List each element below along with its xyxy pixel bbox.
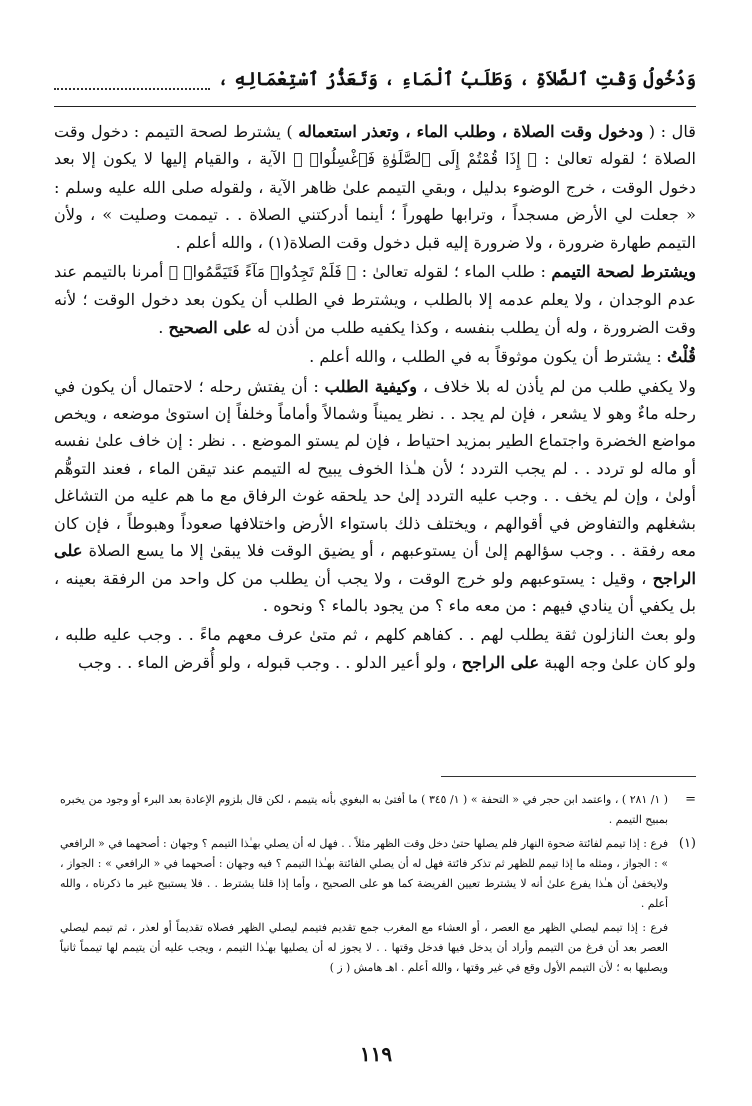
header-title: وَدُخُولُ وَقْتِ ٱلصَّلاَةِ ، وَطَلَبُ ٱلْمَاءِ ، وَتَعَذُّرُ ٱسْتِعْمَالِهِ ،: [217, 69, 696, 90]
text-run: : يشترط أن يكون موثوقاً به في الطلب ، والله أعلم .: [309, 347, 667, 367]
footnote-marker: =: [685, 792, 696, 807]
footnote: [60, 834, 696, 914]
quran-verse: ﴿ فَلَمْ تَجِدُوا۟ مَآءً فَتَيَمَّمُوا۟ ﴾: [168, 263, 357, 282]
text-run: ، ولو أعير الدلو . . وجب قبوله ، ولو أُقرض الماء . . وجب: [77, 652, 462, 672]
header-rule: [54, 106, 696, 107]
body-paragraph: [54, 118, 696, 256]
text-run: ولا يكفي طلب من لم يأذن له بلا خلاف ،: [417, 376, 696, 396]
footnote-text: ( ١/ ٢٨١ ) ، واعتمد ابن حجر في « التحفة » ( ١/ ٣٤٥ ) ما أفتىٰ به البغوي بأنه يتيمم ، لكن قال بلزوم الإعادة بعد البرء أو وجود من يخبره بمبيح التيمم .: [60, 793, 668, 826]
bold-text: قُلْتُ: [667, 347, 696, 367]
footnote-text: فرع : إذا تيمم ليصلي الظهر مع العصر ، أو العشاء مع المغرب جمع تقديم فتيمم ليصلي الظهر فصلاه تقديماً أو لعذر ، ثم تيمم ليصلي العصر بعد أن فرغ من التيمم وأراد أن يدخل فيها فدخل وقتها . . لا يجوز له أن يصليها بهـٰذا التيمم ، ويجب عليه أن يتيمم لها تيمماً ثانياً ويصليها به ؛ لأن التيمم الأول وقع في غير وقتها ، والله أعلم . اهـ هامش ( ز ): [60, 921, 668, 974]
bold-text: على الراجح: [54, 541, 696, 588]
bold-text: ويشترط لصحة التيمم: [551, 262, 697, 282]
text-run: ولو بعث النازلون ثقة يطلب لهم . . كفاهم كلهم ، ثم متىٰ عرف معهم ماءً . . وجب عليه طلبه ، ولو كان علىٰ وجه الهبة: [54, 625, 696, 672]
text-run: : أن يفتش رحله ؛ لاحتمال أن يكون في رحله ماءٌ وهو لا يشعر ، فإن لم يجد . . نظر يميناً وشمالاً وأماماً وخلفاً إن استوىٰ موضعه ، ويخص مواضع الخضرة واجتماع الطير بمزيد احتياط ، فإن لم يستو الموضع . . نظر : إن خاف علىٰ نفسه أو ماله لو تردد . . لم يجب التردد ؛ لأن هـٰذا الخوف يبيح له التيمم عند تيقن الماء ، فعند التوهُّم أولىٰ ، وإن لم يخف . . وجب عليه التردد إلىٰ حد يلحقه غوث الرفاق مع ما هم عليه من التشاغل بشغلهم والتفاوض في أقوالهم ، ويختلف ذلك باستواء الأرض واختلافها صعوداً وهبوطاً ، فإن كان معه رفقة . . وجب سؤالهم إلىٰ أن يستوعبهم ، أو يضيق الوقت فلا يبقىٰ إلا ما يسع الصلاة: [54, 376, 696, 561]
text-run: ) يشترط لصحة التيمم : دخول وقت الصلاة ؛ لقوله تعالىٰ :: [54, 122, 696, 169]
footnote-text: فرع : إذا تيمم لفائتة ضحوة النهار فلم يصلها حتىٰ دخل وقت الظهر مثلاً . . فهل له أن يصلي بهـٰذا التيمم ؟ وجهان : أصحهما في « الرافعي » : الجواز ، ومثله ما إذا تيمم للظهر ثم تذكر فائتة فهل له أن يصلي الفائتة بهـٰذا التيمم ؟ فيه وجهان : أصحهما في « الرافعي » : الجواز ، ولايخفىٰ أن هـٰذا يفرع علىٰ أنه لا يشترط تعيين الفريضة كما هو على الصحيح ، وأما إذا قلنا يشترط . . فلا يستبيح غير ما ذكرناه ، والله أعلم .: [60, 837, 668, 910]
footnote-marker: (١): [678, 836, 696, 851]
text-run: .: [158, 317, 169, 337]
body-paragraph: [54, 621, 696, 676]
body-paragraph: [54, 258, 696, 341]
footnote-separator: [441, 776, 696, 777]
body-paragraph: [54, 343, 696, 370]
bold-text: على الصحيح: [168, 317, 252, 337]
footnote-marker: [668, 918, 696, 978]
footnotes: [60, 790, 696, 982]
quran-verse: ﴿ إِذَا قُمْتُمْ إِلَى ٱلصَّلَوٰةِ فَٱغْسِلُوا۟ ﴾: [293, 150, 537, 169]
text-run: : طلب الماء ؛ لقوله تعالىٰ :: [356, 262, 552, 282]
page-number: ١١٩: [359, 1042, 393, 1066]
body-paragraph: [54, 373, 696, 620]
text-run: ، والله أعلم .: [175, 232, 269, 252]
header-leader-dots: [54, 68, 210, 90]
text-run: ، وقيل : يستوعبهم ولو خرج الوقت ، ولا يجب أن يطلب من كل واحد من الرفقة بعينه ، بل يكفي أن ينادي فيهم : من معه ماء ؟ من يجود بالماء ؟ ونحوه .: [54, 568, 696, 615]
text-run: قال : (: [643, 122, 696, 141]
bold-text: على الراجح: [461, 652, 540, 672]
bold-text: وكيفية الطلب: [324, 376, 418, 396]
footnote: [60, 918, 696, 978]
footnote: [60, 790, 696, 830]
bold-text: ودخول وقت الصلاة ، وطلب الماء ، وتعذر استعماله: [298, 122, 644, 141]
main-text: [54, 118, 696, 676]
text-run: أمرنا بالتيمم عند عدم الوجدان ، ولا يعلم عدمه إلا بالطلب ، ويشترط في الطلب أن يكون بعد دخول الوقت ؛ لأنه وقت الضرورة ، وله أن يطلب بنفسه ، وكذا يكفيه طلب من أذن له: [54, 262, 696, 337]
text-run: الآية ، والقيام إليها لا يكون إلا بعد دخول الوقت ، خرج الوضوء بدليل ، وبقي التيمم علىٰ ظاهر الآية ، ولقوله صلى الله عليه وسلم : « جعلت لي الأرض مسجداً ، وترابها طهوراً ؛ أينما أدركتني الصلاة . . تيممت وصليت » ، ولأن التيمم طهارة ضرورة ، ولا ضرورة إليه قبل دخول وقت الصلاة: [54, 149, 696, 252]
text-run: (١): [268, 232, 290, 252]
running-header: [54, 56, 696, 90]
